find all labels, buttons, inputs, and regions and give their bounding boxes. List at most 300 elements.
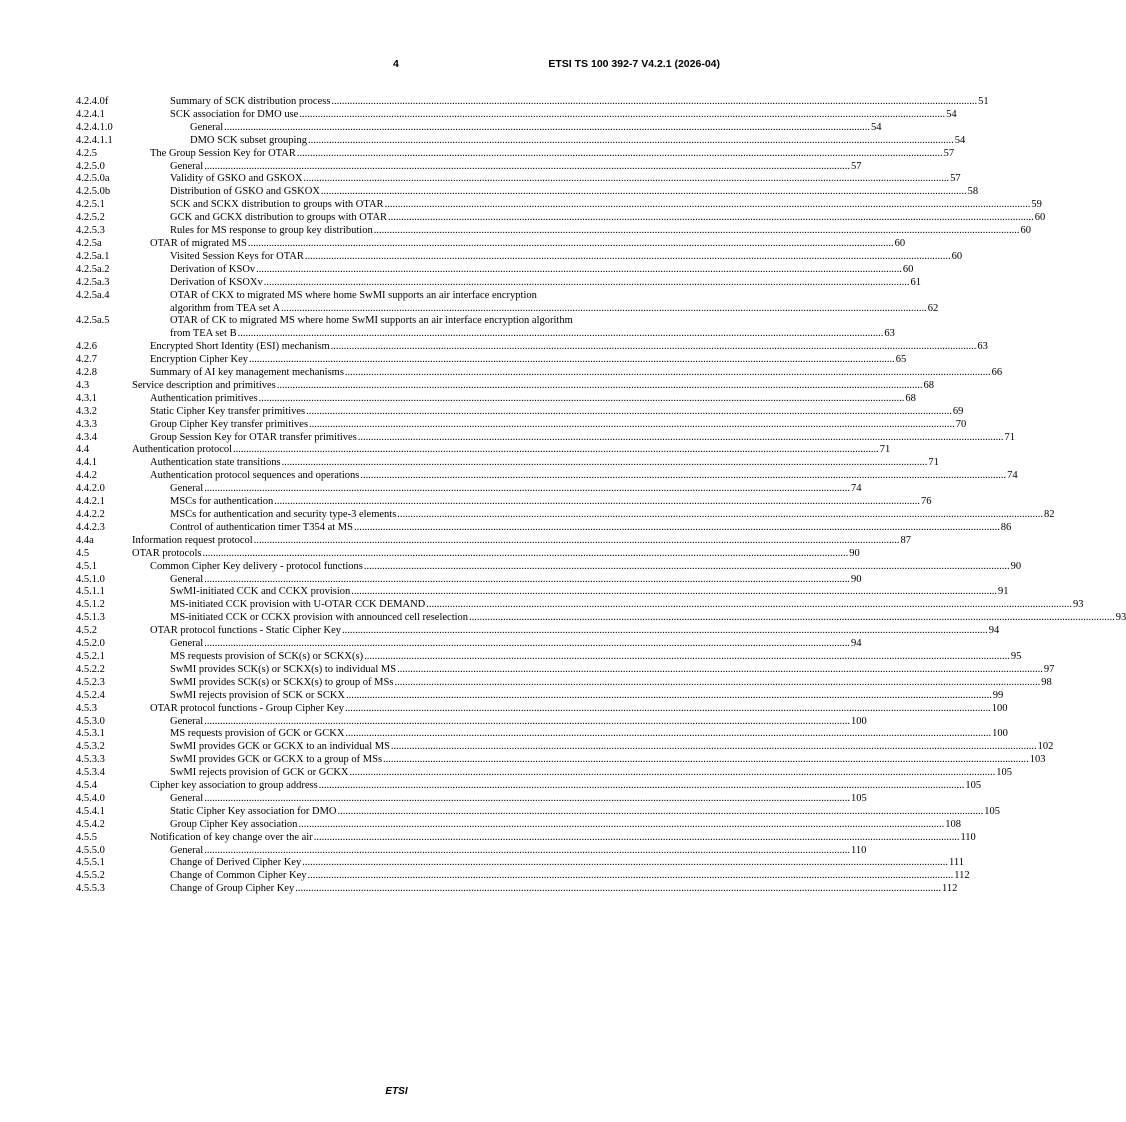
toc-entry-title: OTAR protocol functions - Group Cipher Key — [150, 702, 344, 714]
dot-leader — [346, 690, 992, 703]
toc-entry-page: 94 — [850, 638, 862, 650]
toc-entry-number: 4.2.5.1 — [76, 199, 105, 211]
toc-entry-page: 76 — [921, 496, 932, 508]
dot-leader — [364, 561, 1010, 574]
dot-leader — [469, 612, 1115, 625]
toc-entry[interactable] — [76, 625, 1000, 638]
toc-entry[interactable] — [76, 379, 935, 393]
toc-entry-number: 4.5.1.1 — [76, 586, 105, 598]
toc-entry[interactable] — [76, 831, 976, 845]
toc-entry-number: 4.5.2.3 — [76, 676, 105, 688]
toc-entry-number: 4.2.7 — [76, 354, 97, 366]
toc-entry[interactable] — [76, 857, 964, 870]
footer-etsi: ETSI — [385, 1086, 408, 1097]
toc-entry-number: 4.5.5.1 — [76, 857, 105, 869]
toc-entry-title: Service description and primitives — [132, 379, 276, 391]
dot-leader — [254, 535, 900, 548]
toc-entry-title: General — [170, 792, 204, 804]
dot-leader — [338, 806, 984, 819]
toc-entry-page: 57 — [850, 160, 862, 172]
toc-entry-page: 112 — [954, 870, 970, 882]
toc-entry-title: MSCs for authentication and security type-3 elements — [170, 509, 397, 520]
toc-entry-number: 4.2.5a.4 — [76, 289, 110, 301]
toc-entry-number: 4.3.3 — [76, 418, 97, 430]
dot-leader — [259, 393, 905, 406]
toc-entry-number: 4.4.2.1 — [76, 496, 105, 508]
dot-leader — [391, 741, 1037, 754]
toc-entry-page: 105 — [984, 805, 1001, 817]
toc-entry-number: 4.5.2.4 — [76, 689, 105, 701]
toc-entry-title: MS-initiated CCK provision with U-OTAR CCK DEMAND — [170, 599, 426, 611]
toc-entry-number: 4.5 — [76, 547, 90, 559]
toc-entry-page: 110 — [960, 831, 976, 843]
toc-entry-title: DMO SCK subset grouping — [190, 134, 307, 146]
dot-leader — [302, 857, 948, 870]
toc-entry[interactable] — [76, 96, 989, 109]
toc-entry-page: 58 — [967, 186, 979, 198]
toc-entry-number: 4.5.3.0 — [76, 715, 105, 727]
toc-entry-page: 105 — [965, 780, 982, 792]
toc-entry-page: 90 — [849, 547, 860, 559]
toc-entry[interactable] — [76, 560, 1022, 574]
dot-leader — [298, 819, 944, 832]
toc-entry-number: 4.5.5.3 — [76, 883, 105, 895]
dot-leader — [331, 96, 977, 109]
dot-leader — [307, 870, 953, 883]
toc-entry[interactable] — [76, 844, 867, 858]
toc-entry-title: Authentication protocol — [132, 444, 233, 456]
toc-entry-number: 4.5.3.3 — [76, 754, 105, 766]
toc-entry[interactable] — [76, 612, 1126, 625]
toc-entry-number: 4.5.3 — [76, 702, 97, 714]
toc-entry[interactable] — [76, 392, 916, 406]
toc-entry-number: 4.5.2.2 — [76, 663, 105, 675]
toc-entry[interactable] — [76, 534, 911, 548]
page-number: 4 — [393, 58, 399, 70]
toc-entry-title: General — [170, 844, 204, 856]
toc-entry-number: 4.2.4.1.0 — [76, 121, 113, 133]
toc-entry[interactable] — [76, 496, 932, 509]
dot-leader — [264, 277, 910, 290]
toc-entry-number: 4.3.1 — [76, 392, 97, 404]
toc-entry-title: General — [170, 483, 204, 495]
dot-leader — [204, 793, 850, 806]
toc-entry-title: MS requests provision of SCK(s) or SCKX(s) — [170, 650, 364, 662]
toc-entry-page: 93 — [1073, 599, 1084, 611]
toc-entry-title: OTAR protocols — [132, 547, 202, 559]
toc-entry[interactable] — [76, 638, 862, 651]
toc-entry[interactable] — [76, 780, 982, 793]
toc-entry[interactable] — [76, 354, 907, 367]
toc-entry[interactable] — [76, 108, 957, 122]
toc-entry-page: 74 — [850, 483, 862, 495]
toc-entry-page: 71 — [879, 444, 891, 456]
toc-entry-page: 95 — [1010, 650, 1022, 662]
dot-leader — [351, 586, 997, 599]
toc-entry[interactable] — [76, 444, 891, 457]
toc-entry[interactable] — [76, 521, 1012, 535]
toc-entry-title: from TEA set B — [170, 328, 237, 340]
dot-leader — [345, 367, 991, 380]
toc-entry[interactable] — [76, 728, 1008, 741]
toc-entry-page: 108 — [945, 818, 961, 830]
dot-leader — [308, 135, 954, 148]
dot-leader — [202, 548, 848, 561]
toc-entry-title: SwMI provides SCK(s) or SCKX(s) to group of MSs — [170, 676, 394, 688]
toc-entry-title: Static Cipher Key transfer primitives — [150, 405, 306, 417]
toc-entry-title: Change of Common Cipher Key — [170, 870, 307, 882]
toc-entry[interactable] — [76, 199, 1042, 212]
toc-entry-number: 4.5.1.2 — [76, 599, 105, 611]
toc-entry-title: Control of authentication timer T354 at MS — [170, 521, 353, 533]
toc-entry-page: 62 — [927, 302, 939, 314]
toc-entry-page: 69 — [952, 405, 964, 417]
toc-entry-number: 4.2.5 — [76, 147, 97, 159]
toc-entry-page: 103 — [1029, 754, 1046, 766]
dot-leader — [331, 341, 977, 354]
toc-entry-title: SCK association for DMO use — [170, 108, 299, 120]
toc-entry-title: SwMI provides GCK or GCKX to an individual MS — [170, 741, 390, 753]
toc-entry-title: OTAR protocol functions - Static Cipher Key — [150, 625, 342, 637]
toc-entry-title: MSCs for authentication — [170, 496, 274, 508]
toc-entry-title: Authentication protocol sequences and operations — [150, 470, 360, 482]
toc-entry-page: 61 — [910, 276, 921, 288]
toc-entry-page: 68 — [923, 379, 935, 391]
toc-entry[interactable] — [76, 702, 1008, 716]
dot-leader — [342, 625, 988, 638]
dot-leader — [274, 496, 920, 509]
toc-entry-title: Distribution of GSKO and GSKOX — [170, 186, 320, 198]
toc-entry-title: General — [190, 121, 224, 133]
toc-entry-page: 91 — [998, 586, 1009, 598]
toc-entry-page: 68 — [905, 392, 916, 404]
toc-entry-page: 82 — [1044, 509, 1055, 520]
dot-leader — [204, 161, 850, 174]
toc-entry-number: 4.4.2.2 — [76, 509, 105, 520]
toc-entry-number: 4.5.2.1 — [76, 650, 105, 662]
toc-entry-title: OTAR of migrated MS — [150, 237, 247, 249]
toc-entry[interactable] — [76, 818, 961, 832]
dot-leader — [345, 728, 991, 741]
dot-leader — [281, 303, 927, 316]
toc-entry-title: SwMI rejects provision of GCK or GCKX — [170, 767, 349, 779]
dot-leader — [319, 780, 965, 793]
toc-entry-title: MS requests provision of GCK or GCKX — [170, 728, 345, 740]
document-title: ETSI TS 100 392-7 V4.2.1 (2026-04) — [548, 58, 720, 70]
toc-entry-page: 98 — [1041, 676, 1052, 688]
toc-entry[interactable] — [76, 767, 1012, 780]
toc-entry-title: SwMI provides SCK(s) or SCKX(s) to individual MS — [170, 663, 397, 675]
toc-entry[interactable] — [76, 689, 1004, 703]
toc-entry-title: Validity of GSKO and GSKOX — [170, 173, 303, 185]
dot-leader — [204, 574, 850, 587]
toc-entry-title: Common Cipher Key delivery - protocol functions — [150, 560, 363, 572]
dot-leader — [249, 354, 895, 367]
toc-entry-title: Rules for MS response to group key distribution — [170, 225, 373, 237]
dot-leader — [303, 173, 949, 186]
toc-entry-page: 63 — [884, 328, 895, 340]
dot-leader — [248, 238, 894, 251]
toc-entry-number: 4.3.4 — [76, 431, 97, 443]
toc-entry-page: 51 — [978, 96, 989, 107]
toc-entry-title: Static Cipher Key association for DMO — [170, 805, 337, 817]
dot-leader — [297, 148, 943, 161]
toc-entry[interactable] — [76, 573, 862, 587]
toc-entry-number: 4.4.2.3 — [76, 521, 105, 533]
toc-entry-title: Notification of key change over the air — [150, 831, 313, 843]
toc-entry-title: SwMI rejects provision of SCK or SCKX — [170, 689, 345, 701]
toc-entry-number: 4.2.5a — [76, 237, 102, 249]
toc-entry-title: Encryption Cipher Key — [150, 354, 248, 366]
dot-leader — [364, 651, 1010, 664]
toc-entry-number: 4.5.1.3 — [76, 612, 105, 624]
toc-entry[interactable] — [76, 237, 906, 251]
toc-entry-number: 4.5.1.0 — [76, 573, 105, 585]
toc-entry-title: OTAR of CKX to migrated MS where home SwMI supports an air interface encryption — [170, 289, 537, 301]
toc-entry-title: General — [170, 638, 204, 650]
dot-leader — [321, 186, 967, 199]
toc-entry-number: 4.4.1 — [76, 457, 97, 469]
toc-entry-number: 4.5.4 — [76, 780, 97, 792]
toc-entry[interactable] — [76, 160, 862, 174]
toc-entry-title: SwMI-initiated CCK and CCKX provision — [170, 586, 351, 598]
toc-entry-title: Group Cipher Key association — [170, 818, 298, 830]
toc-entry[interactable] — [76, 741, 1054, 754]
toc-entry-number: 4.2.5a.1 — [76, 250, 110, 262]
toc-entry-page: 86 — [1000, 521, 1012, 533]
toc-entry-number: 4.3 — [76, 379, 90, 391]
toc-entry-title: SCK and SCKX distribution to groups with OTAR — [170, 199, 384, 211]
toc-entry[interactable] — [76, 405, 964, 419]
toc-entry-number: 4.2.6 — [76, 341, 97, 353]
toc-entry-page: 90 — [850, 573, 862, 585]
toc-entry-page: 54 — [870, 121, 882, 133]
toc-entry-number: 4.2.5.0 — [76, 160, 105, 172]
toc-entry-page: 65 — [895, 354, 907, 366]
toc-entry-number: 4.5.4.2 — [76, 818, 105, 830]
toc-entry[interactable] — [76, 805, 1001, 819]
dot-leader — [299, 109, 945, 122]
toc-entry-number: 4.5.2 — [76, 625, 97, 637]
toc-entry-title: Visited Session Keys for OTAR — [170, 250, 304, 262]
toc-entry-page: 105 — [850, 792, 867, 804]
table-of-contents — [76, 96, 1126, 896]
toc-entry-page: 54 — [946, 108, 957, 120]
toc-entry-page: 60 — [1034, 212, 1046, 224]
toc-entry-number: 4.3.2 — [76, 405, 97, 417]
toc-entry[interactable] — [76, 367, 1003, 380]
toc-entry-page: 94 — [988, 625, 1000, 637]
dot-leader — [277, 380, 923, 393]
toc-entry[interactable] — [76, 599, 1084, 612]
toc-entry[interactable] — [76, 186, 979, 199]
toc-entry-number: 4.4a — [76, 534, 94, 546]
toc-entry-number: 4.2.5.3 — [76, 225, 105, 237]
toc-entry-page: 60 — [1020, 225, 1031, 237]
dot-leader — [388, 212, 1034, 225]
toc-entry-number: 4.2.4.0f — [76, 96, 109, 107]
toc-entry-page: 111 — [948, 857, 964, 869]
dot-leader — [397, 664, 1043, 677]
toc-entry-number: 4.5.5.0 — [76, 844, 105, 856]
toc-entry-page: 87 — [900, 534, 911, 546]
dot-leader — [282, 457, 928, 470]
toc-entry-page: 71 — [1004, 431, 1016, 443]
toc-entry-title: Change of Derived Cipher Key — [170, 857, 302, 869]
toc-entry-number: 4.2.5.0b — [76, 186, 111, 198]
toc-entry[interactable] — [76, 263, 914, 277]
toc-entry-title: Cipher key association to group address — [150, 780, 318, 792]
dot-leader — [394, 677, 1040, 690]
toc-entry-number: 4.2.5a.5 — [76, 315, 110, 327]
toc-entry-page: 102 — [1037, 741, 1054, 753]
toc-entry-title: GCK and GCKX distribution to groups with OTAR — [170, 212, 388, 224]
toc-entry-title: Derivation of KSOv — [170, 263, 256, 275]
toc-entry-title: OTAR of CK to migrated MS where home SwMI supports an air interface encryption algorithm — [170, 315, 573, 327]
toc-entry[interactable] — [76, 134, 966, 148]
toc-entry-page: 99 — [992, 689, 1004, 701]
toc-entry[interactable] — [76, 715, 867, 729]
toc-entry[interactable] — [76, 586, 1009, 599]
toc-entry-number: 4.5.1 — [76, 560, 97, 572]
toc-entry-title: Authentication state transitions — [150, 457, 281, 469]
toc-entry[interactable] — [76, 483, 862, 496]
dot-leader — [374, 225, 1020, 238]
toc-entry[interactable] — [76, 121, 882, 135]
toc-entry-page: 93 — [1115, 612, 1126, 624]
toc-entry-page: 57 — [950, 173, 961, 185]
toc-entry-page: 66 — [991, 367, 1003, 379]
toc-entry-number: 4.4.2 — [76, 470, 97, 482]
toc-entry-title: SwMI provides GCK or GCKX to a group of MSs — [170, 754, 383, 766]
toc-entry[interactable] — [76, 870, 970, 883]
dot-leader — [354, 522, 1000, 535]
toc-entry-number: 4.5.2.0 — [76, 638, 105, 650]
toc-entry-title: Group Cipher Key transfer primitives — [150, 418, 309, 430]
toc-entry-title: algorithm from TEA set A — [170, 302, 281, 314]
toc-entry[interactable] — [76, 470, 1018, 483]
dot-leader — [345, 703, 991, 716]
toc-entry-page: 60 — [894, 237, 906, 249]
toc-entry-number: 4.5.5 — [76, 831, 97, 843]
dot-leader — [426, 599, 1072, 612]
toc-entry-number: 4.5.3.2 — [76, 741, 105, 753]
toc-entry-title: MS-initiated CCK or CCKX provision with announced cell reselection — [170, 612, 469, 624]
toc-entry[interactable] — [76, 547, 860, 561]
toc-entry-page: 60 — [902, 263, 914, 275]
toc-entry-title: General — [170, 160, 204, 172]
dot-leader — [385, 199, 1031, 212]
toc-entry-number: 4.2.4.1 — [76, 108, 105, 120]
toc-entry[interactable] — [76, 147, 955, 161]
toc-entry-page: 57 — [943, 147, 955, 159]
toc-entry[interactable] — [76, 509, 1055, 522]
toc-entry[interactable] — [76, 663, 1055, 677]
toc-entry[interactable] — [76, 341, 988, 354]
toc-entry-page: 54 — [954, 134, 966, 146]
toc-entry[interactable] — [76, 225, 1031, 238]
toc-entry[interactable] — [76, 418, 967, 432]
dot-leader — [238, 328, 884, 341]
toc-entry-number: 4.5.3.4 — [76, 767, 105, 779]
toc-entry[interactable] — [76, 173, 961, 186]
toc-entry[interactable] — [76, 457, 939, 470]
toc-entry-page: 110 — [850, 844, 867, 856]
dot-leader — [224, 122, 870, 135]
toc-entry[interactable] — [76, 754, 1046, 767]
toc-entry-page: 105 — [996, 767, 1012, 779]
toc-entry-title: Summary of AI key management mechanisms — [150, 367, 344, 379]
toc-entry-title: General — [170, 573, 204, 585]
toc-entry-title: Group Session Key for OTAR transfer primitives — [150, 431, 357, 443]
toc-entry-number: 4.4.2.0 — [76, 483, 105, 495]
toc-entry-number: 4.2.5a.3 — [76, 276, 110, 288]
toc-entry-page: 100 — [850, 715, 867, 727]
dot-leader — [295, 883, 941, 896]
toc-entry-title: Encrypted Short Identity (ESI) mechanism — [150, 341, 330, 353]
dot-leader — [204, 483, 850, 496]
toc-entry[interactable] — [76, 792, 867, 806]
toc-entry-number: 4.4 — [76, 444, 90, 456]
toc-entry-title: Information request protocol — [132, 534, 253, 546]
toc-entry-page: 70 — [955, 418, 967, 430]
toc-entry[interactable] — [76, 289, 939, 316]
toc-entry-number: 4.5.3.1 — [76, 728, 105, 740]
toc-entry[interactable] — [76, 276, 921, 290]
dot-leader — [350, 767, 996, 780]
toc-entry-page: 112 — [941, 883, 958, 895]
toc-entry-title: Change of Group Cipher Key — [170, 883, 295, 895]
toc-entry-number: 4.2.5a.2 — [76, 263, 110, 275]
toc-entry-title: Summary of SCK distribution process — [170, 96, 331, 107]
toc-entry-title: Derivation of KSOXv — [170, 276, 263, 288]
dot-leader — [204, 716, 850, 729]
toc-entry-page: 60 — [951, 250, 963, 262]
toc-entry[interactable] — [76, 315, 895, 341]
toc-entry-number: 4.2.4.1.1 — [76, 134, 113, 146]
dot-leader — [309, 419, 955, 432]
toc-entry-page: 100 — [992, 728, 1008, 740]
toc-entry[interactable] — [76, 883, 958, 896]
dot-leader — [360, 470, 1006, 483]
toc-entry[interactable] — [76, 250, 963, 264]
toc-entry-page: 90 — [1010, 560, 1022, 572]
dot-leader — [314, 832, 960, 845]
toc-entry-number: 4.2.8 — [76, 367, 97, 379]
dot-leader — [305, 251, 951, 264]
toc-entry-page: 74 — [1007, 470, 1018, 482]
dot-leader — [256, 264, 902, 277]
toc-entry-page: 71 — [928, 457, 939, 469]
toc-entry-number: 4.5.4.0 — [76, 792, 105, 804]
dot-leader — [306, 406, 952, 419]
toc-entry-number: 4.2.5.2 — [76, 212, 105, 224]
toc-entry-title: General — [170, 715, 204, 727]
dot-leader — [204, 845, 850, 858]
dot-leader — [358, 432, 1004, 445]
toc-entry-page: 63 — [977, 341, 988, 353]
toc-entry-number: 4.2.5.0a — [76, 173, 110, 185]
toc-entry-title: The Group Session Key for OTAR — [150, 147, 296, 159]
dot-leader — [204, 638, 850, 651]
toc-entry-page: 97 — [1043, 663, 1055, 675]
toc-entry[interactable] — [76, 212, 1046, 225]
toc-entry[interactable] — [76, 650, 1022, 664]
toc-entry[interactable] — [76, 676, 1052, 690]
toc-entry-number: 4.5.5.2 — [76, 870, 105, 882]
toc-entry-page: 59 — [1031, 199, 1042, 211]
toc-entry[interactable] — [76, 431, 1016, 445]
